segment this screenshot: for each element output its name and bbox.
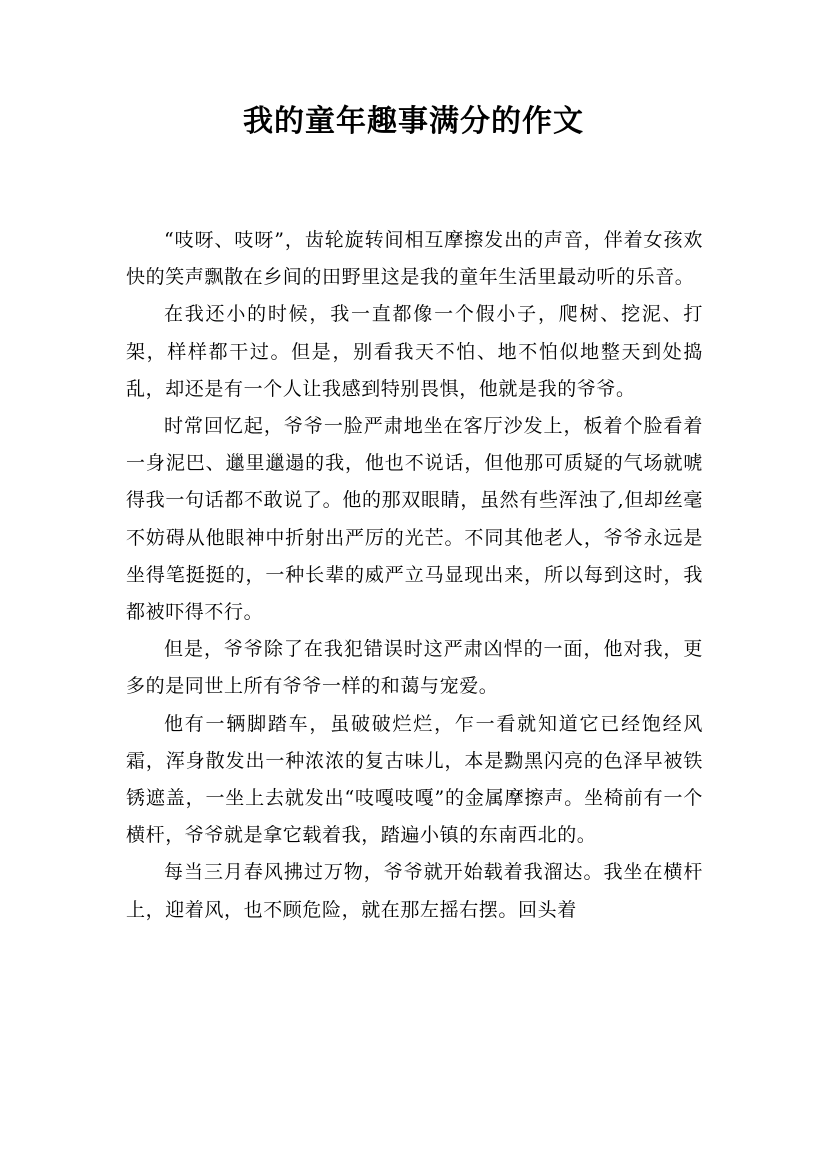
- document-body: [126, 222, 703, 929]
- document-title: 我的童年趣事满分的作文: [243, 104, 584, 139]
- paragraph: 每当三月春风拂过万物，爷爷就开始载着我溜达。我坐在横杆上，迎着风，也不顾危险，就在那左摇右摆。回头着: [126, 861, 703, 921]
- paragraph: 在我还小的时候，我一直都像一个假小子，爬树、挖泥、打架，样样都干过。但是，别看我天不怕、地不怕似地整天到处捣乱，却还是有一个人让我感到特别畏惧，他就是我的爷爷。: [126, 303, 703, 400]
- paragraph: 但是，爷爷除了在我犯错误时这严肃凶悍的一面，他对我，更多的是同世上所有爷爷一样的和蔼与宠爱。: [126, 638, 703, 698]
- paragraph: 时常回忆起，爷爷一脸严肃地坐在客厅沙发上，板着个脸看着一身泥巴、邋里邋遢的我，他也不说话，但他那可质疑的气场就唬得我一句话都不敢说了。他的那双眼睛，虽然有些浑浊了,但却丝毫不妨碍从他眼神中折射出严厉的光芒。不同其他老人，爷爷永远是坐得笔挺挺的，一种长辈的威严立马显现出来，所以每到这时，我都被吓得不行。: [126, 415, 703, 624]
- paragraph: “吱呀、吱呀”，齿轮旋转间相互摩擦发出的声音，伴着女孩欢快的笑声飘散在乡间的田野里这是我的童年生活里最动听的乐音。: [126, 229, 703, 289]
- paragraph: 他有一辆脚踏车，虽破破烂烂，乍一看就知道它已经饱经风霜，浑身散发出一种浓浓的复古味儿，本是黝黑闪亮的色泽早被铁锈遮盖，一坐上去就发出“吱嘎吱嘎”的金属摩擦声。坐椅前有一个横杆，爷爷就是拿它载着我，踏遍小镇的东南西北的。: [126, 712, 703, 847]
